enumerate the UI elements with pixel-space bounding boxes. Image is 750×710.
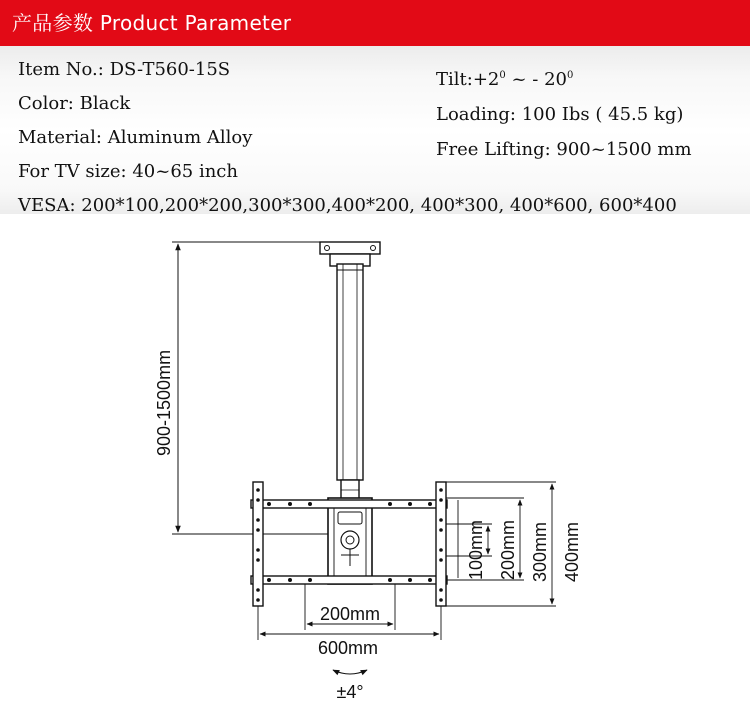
rotation-indicator: [333, 670, 367, 702]
dim-100-label: 100mm: [466, 519, 486, 580]
vertical-dimensions: [446, 482, 582, 606]
spec-tilt: $Tilt:+2^0$ ~ - $20^0$: [436, 69, 574, 90]
spec-tv-size: For TV size: 40~65 inch: [18, 161, 238, 182]
mount-diagram: [0, 214, 750, 710]
telescopic-pole: [337, 264, 363, 500]
spec-free-lifting: Free Lifting: 900~1500 mm: [436, 139, 692, 160]
dim-600-label: 600mm: [317, 638, 379, 658]
spec-loading: Loading: 100 Ibs ( 45.5 kg): [436, 104, 684, 125]
center-plate: [328, 498, 372, 584]
page-title: [12, 8, 291, 38]
title-cn: 产品参数: [12, 11, 94, 35]
ceiling-plate: [320, 242, 380, 266]
title-en: Product Parameter: [99, 11, 292, 35]
spec-panel: [0, 46, 750, 214]
spec-vesa: VESA: 200*100,200*200,300*300,400*200, 400*300, 400*600, 600*400: [18, 195, 677, 216]
dim-300-label: 300mm: [530, 521, 550, 582]
spec-item-no: Item No.: DS-T560-15S: [18, 59, 231, 80]
dim-200h-label: 200mm: [319, 604, 381, 624]
horizontal-dimensions: [258, 584, 441, 658]
rotation-label: ±4°: [336, 682, 364, 702]
spec-material: Material: Aluminum Alloy: [18, 127, 253, 148]
spec-color: Color: Black: [18, 93, 131, 114]
height-dimension: [154, 242, 330, 534]
height-dim-label: 900-1500mm: [154, 349, 174, 456]
dim-400-label: 400mm: [562, 521, 582, 582]
dim-200v-label: 200mm: [498, 519, 518, 580]
